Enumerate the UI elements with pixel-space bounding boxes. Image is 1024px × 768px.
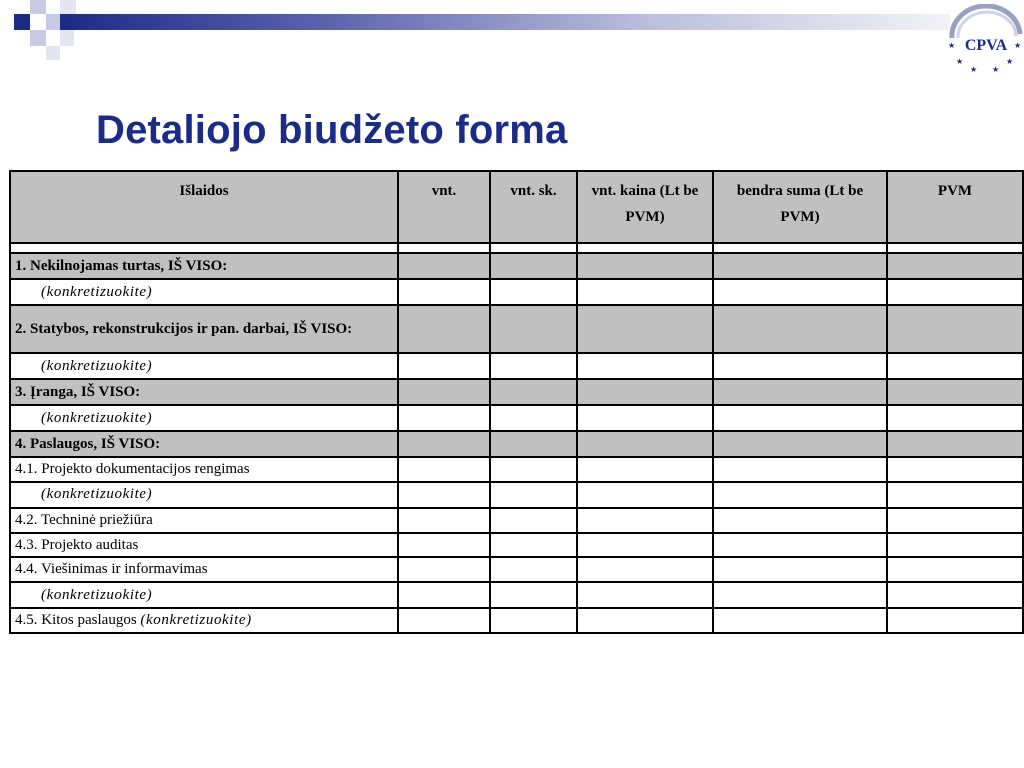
row-label-suffix: (konkretizuokite) xyxy=(140,612,252,628)
empty-cell xyxy=(490,243,577,253)
decor-square xyxy=(14,14,30,30)
row-label xyxy=(10,608,398,633)
empty-cell xyxy=(398,379,490,405)
empty-cell xyxy=(490,353,577,379)
empty-cell xyxy=(713,582,887,608)
empty-cell xyxy=(398,353,490,379)
decor-square xyxy=(60,0,76,14)
empty-cell xyxy=(398,457,490,482)
empty-cell xyxy=(577,482,713,508)
table-row xyxy=(10,608,1023,633)
empty-cell xyxy=(398,279,490,305)
table-row xyxy=(10,279,1023,305)
row-label xyxy=(10,431,398,457)
table-row xyxy=(10,243,1023,253)
row-label xyxy=(10,582,398,608)
empty-cell xyxy=(490,379,577,405)
empty-cell xyxy=(577,279,713,305)
empty-cell xyxy=(887,279,1023,305)
empty-cell xyxy=(713,482,887,508)
empty-cell xyxy=(887,405,1023,431)
empty-cell xyxy=(577,405,713,431)
row-label-text: 3. Įranga, IŠ VISO: xyxy=(15,383,141,400)
row-label xyxy=(10,557,398,582)
table-row xyxy=(10,305,1023,353)
page-title: Detaliojo biudžeto forma xyxy=(96,108,568,152)
empty-cell xyxy=(887,353,1023,379)
header-cell: vnt. kaina (Lt be PVM) xyxy=(577,171,713,243)
empty-cell xyxy=(490,305,577,353)
empty-cell xyxy=(398,508,490,533)
table-row xyxy=(10,253,1023,279)
empty-cell xyxy=(713,353,887,379)
empty-cell xyxy=(398,608,490,633)
empty-cell xyxy=(490,405,577,431)
empty-cell xyxy=(490,508,577,533)
header-decoration xyxy=(0,0,1024,70)
empty-cell xyxy=(398,305,490,353)
table-row xyxy=(10,557,1023,582)
empty-cell xyxy=(490,582,577,608)
row-label-text: (konkretizuokite) xyxy=(41,357,153,374)
empty-cell xyxy=(713,457,887,482)
header-cell: PVM xyxy=(887,171,1023,243)
row-label-text: 2. Statybos, rekonstrukcijos ir pan. darbai, IŠ VISO: xyxy=(15,320,353,337)
empty-cell xyxy=(398,253,490,279)
empty-cell xyxy=(577,557,713,582)
row-label xyxy=(10,279,398,305)
empty-cell xyxy=(713,379,887,405)
empty-cell xyxy=(398,431,490,457)
empty-cell xyxy=(577,431,713,457)
row-label-text: 4.5. Kitos paslaugos xyxy=(15,612,137,628)
empty-cell xyxy=(887,457,1023,482)
empty-cell xyxy=(887,482,1023,508)
svg-text:★: ★ xyxy=(1014,41,1022,50)
empty-cell xyxy=(577,379,713,405)
empty-cell xyxy=(577,533,713,558)
empty-cell xyxy=(577,508,713,533)
budget-table xyxy=(9,170,1024,634)
empty-cell xyxy=(398,243,490,253)
empty-cell xyxy=(577,608,713,633)
empty-cell xyxy=(398,557,490,582)
row-label xyxy=(10,508,398,533)
table-row xyxy=(10,379,1023,405)
header-cell: vnt. sk. xyxy=(490,171,577,243)
row-label-text: 4.2. Techninė priežiūra xyxy=(15,511,153,528)
empty-cell xyxy=(887,379,1023,405)
empty-cell xyxy=(887,508,1023,533)
empty-cell xyxy=(887,533,1023,558)
gradient-bar xyxy=(60,14,950,30)
row-label xyxy=(10,405,398,431)
empty-cell xyxy=(490,431,577,457)
decor-square xyxy=(46,14,60,30)
table-row xyxy=(10,431,1023,457)
decor-square xyxy=(46,46,60,60)
empty-cell xyxy=(713,405,887,431)
empty-cell xyxy=(887,243,1023,253)
cpva-logo xyxy=(944,4,1024,76)
table-row xyxy=(10,353,1023,379)
empty-cell xyxy=(887,305,1023,353)
row-label-text: 4.3. Projekto auditas xyxy=(15,536,139,553)
empty-cell xyxy=(713,533,887,558)
empty-cell xyxy=(577,582,713,608)
row-label-text: (konkretizuokite) xyxy=(41,586,153,603)
empty-cell xyxy=(713,243,887,253)
row-label-text: (konkretizuokite) xyxy=(41,409,153,426)
row-label-text: 1. Nekilnojamas turtas, IŠ VISO: xyxy=(15,257,228,274)
table-header-row xyxy=(10,171,1023,243)
row-label-text: 4.4. Viešinimas ir informavimas xyxy=(15,561,208,578)
empty-cell xyxy=(713,608,887,633)
row-label xyxy=(10,533,398,558)
empty-cell xyxy=(713,253,887,279)
empty-cell xyxy=(887,253,1023,279)
decor-square xyxy=(30,30,46,46)
empty-cell xyxy=(398,582,490,608)
empty-cell xyxy=(887,431,1023,457)
svg-text:★: ★ xyxy=(1006,57,1014,66)
row-label xyxy=(10,457,398,482)
decor-square xyxy=(30,0,46,14)
row-label xyxy=(10,379,398,405)
row-label xyxy=(10,243,398,253)
row-label-text: (konkretizuokite) xyxy=(41,486,153,503)
svg-text:★: ★ xyxy=(992,65,1000,74)
row-label-text: 4. Paslaugos, IŠ VISO: xyxy=(15,435,161,452)
svg-text:★: ★ xyxy=(956,57,964,66)
decor-square xyxy=(60,30,74,46)
empty-cell xyxy=(577,253,713,279)
table-row xyxy=(10,405,1023,431)
empty-cell xyxy=(887,608,1023,633)
header-cell: vnt. xyxy=(398,171,490,243)
empty-cell xyxy=(490,608,577,633)
empty-cell xyxy=(490,253,577,279)
empty-cell xyxy=(577,243,713,253)
empty-cell xyxy=(490,557,577,582)
header-cell: bendra suma (Lt be PVM) xyxy=(713,171,887,243)
row-label xyxy=(10,482,398,508)
empty-cell xyxy=(887,582,1023,608)
empty-cell xyxy=(713,279,887,305)
empty-cell xyxy=(398,533,490,558)
logo-text: CPVA xyxy=(964,37,1008,54)
empty-cell xyxy=(398,482,490,508)
empty-cell xyxy=(713,431,887,457)
empty-cell xyxy=(713,305,887,353)
row-label-text: (konkretizuokite) xyxy=(41,283,153,300)
svg-text:★: ★ xyxy=(970,65,978,74)
table-row xyxy=(10,582,1023,608)
empty-cell xyxy=(887,557,1023,582)
table-row xyxy=(10,457,1023,482)
empty-cell xyxy=(490,482,577,508)
empty-cell xyxy=(577,353,713,379)
table-body xyxy=(10,243,1023,633)
empty-cell xyxy=(577,305,713,353)
table-row xyxy=(10,508,1023,533)
empty-cell xyxy=(713,508,887,533)
empty-cell xyxy=(577,457,713,482)
row-label xyxy=(10,253,398,279)
table-row xyxy=(10,533,1023,558)
empty-cell xyxy=(490,457,577,482)
row-label-text: 4.1. Projekto dokumentacijos rengimas xyxy=(15,461,250,477)
header-cell: Išlaidos xyxy=(10,171,398,243)
svg-text:★: ★ xyxy=(948,41,956,50)
table-row xyxy=(10,482,1023,508)
row-label xyxy=(10,353,398,379)
row-label xyxy=(10,305,398,353)
empty-cell xyxy=(490,533,577,558)
empty-cell xyxy=(713,557,887,582)
empty-cell xyxy=(398,405,490,431)
empty-cell xyxy=(490,279,577,305)
